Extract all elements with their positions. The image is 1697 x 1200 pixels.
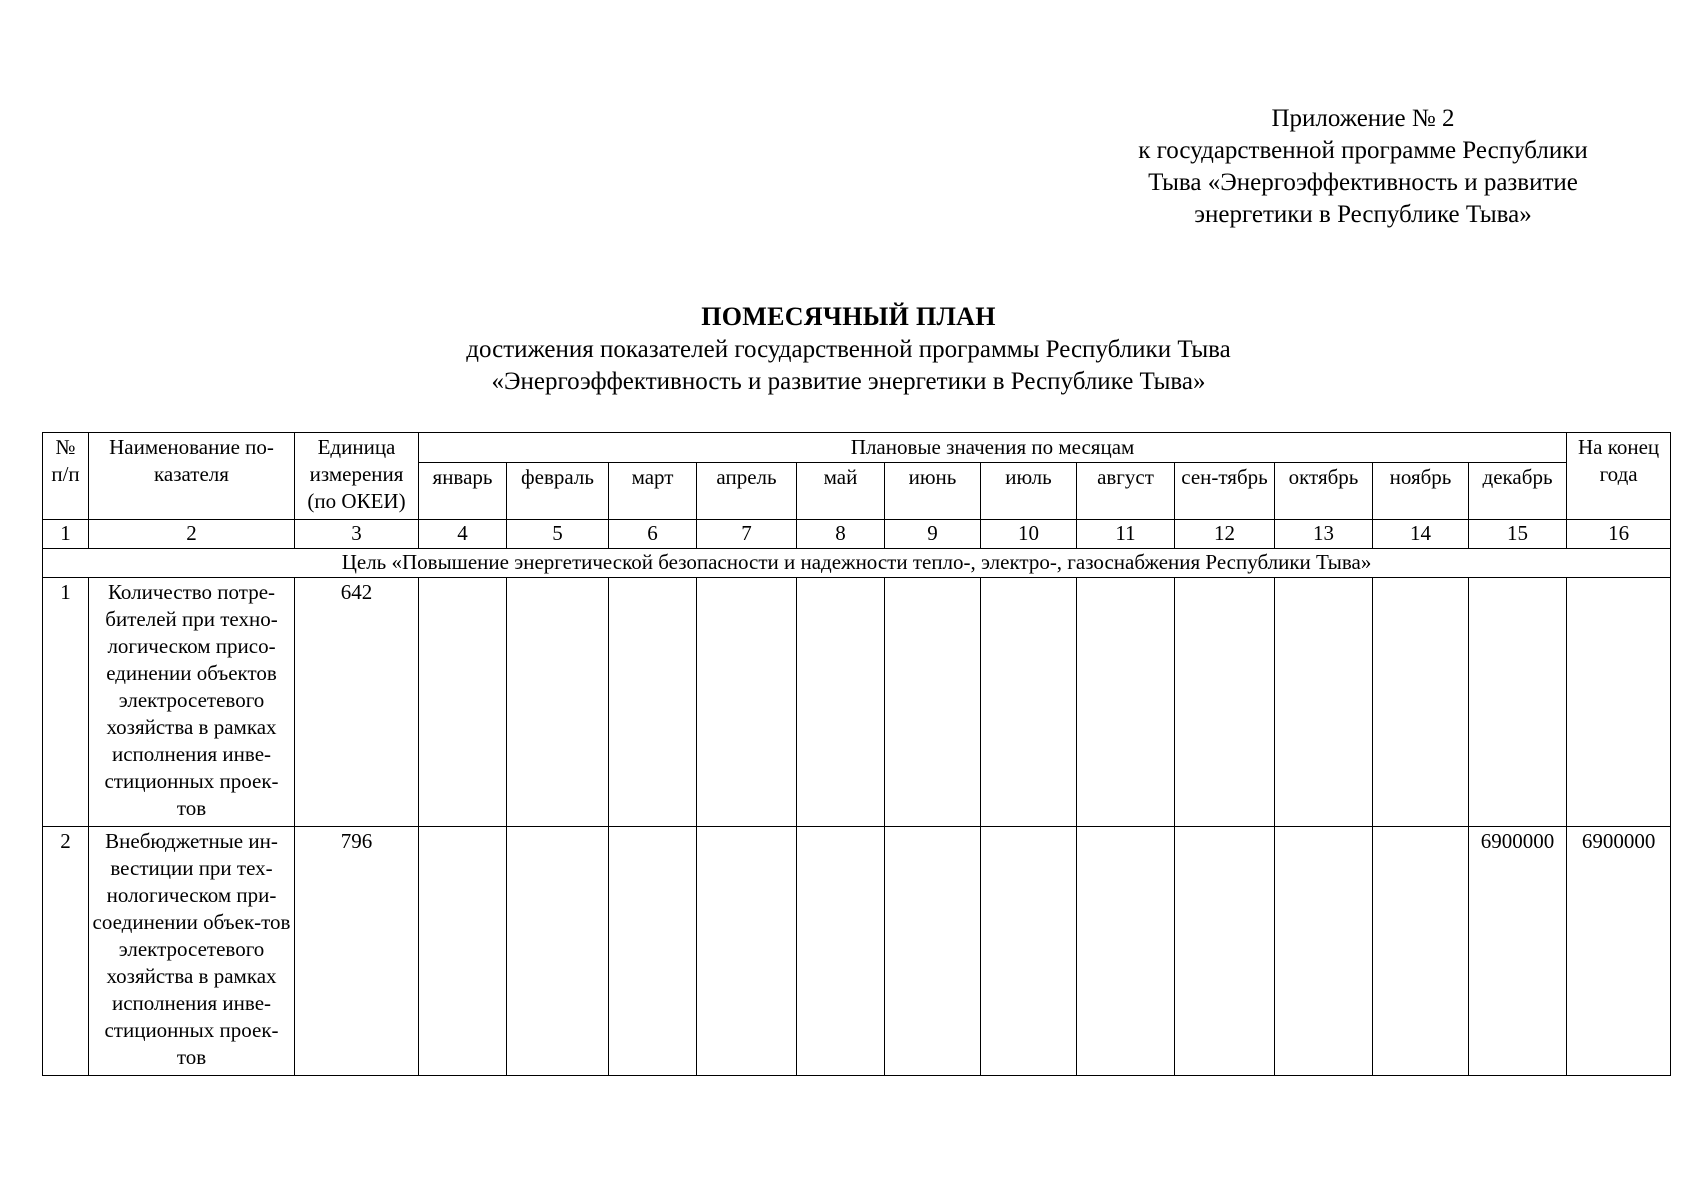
header-planned: Плановые значения по месяцам <box>419 433 1567 463</box>
row-year-end-value <box>1567 578 1671 827</box>
appendix-line: к государственной программе Республики <box>1138 137 1588 164</box>
row-month-value <box>981 578 1077 827</box>
column-number: 4 <box>419 520 507 549</box>
month-header: январь <box>419 463 507 520</box>
appendix-note <box>1078 103 1648 231</box>
document-subtitle: достижения показателей государственной программы Республики Тыва <box>466 336 1231 363</box>
row-unit: 796 <box>295 827 419 1076</box>
row-month-value <box>981 827 1077 1076</box>
row-month-value <box>885 827 981 1076</box>
column-number: 6 <box>609 520 697 549</box>
row-month-value <box>609 578 697 827</box>
month-header: апрель <box>697 463 797 520</box>
month-header: июль <box>981 463 1077 520</box>
column-number: 13 <box>1275 520 1373 549</box>
header-name: Наименование по-казателя <box>89 433 295 520</box>
column-number: 11 <box>1077 520 1175 549</box>
column-number: 9 <box>885 520 981 549</box>
row-month-value <box>797 578 885 827</box>
row-unit: 642 <box>295 578 419 827</box>
column-number: 10 <box>981 520 1077 549</box>
column-number: 14 <box>1373 520 1469 549</box>
row-month-value <box>1373 827 1469 1076</box>
column-number: 3 <box>295 520 419 549</box>
row-month-value <box>697 578 797 827</box>
month-header: октябрь <box>1275 463 1373 520</box>
row-month-value <box>1077 827 1175 1076</box>
column-number: 1 <box>43 520 89 549</box>
month-header: декабрь <box>1469 463 1567 520</box>
row-month-value <box>1077 578 1175 827</box>
column-number-row <box>43 520 1671 549</box>
row-month-value <box>697 827 797 1076</box>
table-row <box>43 578 1671 827</box>
month-header: июнь <box>885 463 981 520</box>
column-number: 5 <box>507 520 609 549</box>
month-header: март <box>609 463 697 520</box>
document-title: ПОМЕСЯЧНЫЙ ПЛАН <box>701 302 996 331</box>
row-month-value <box>419 827 507 1076</box>
row-indicator-name: Количество потре-бителей при техно-логическом присо-единении объектов электросетевого хозяйства в рамках исполнения инве-стиционных проек-тов <box>89 578 295 827</box>
month-header: сен-тябрь <box>1175 463 1275 520</box>
header-num: № п/п <box>43 433 89 520</box>
appendix-line: энергетики в Республике Тыва» <box>1194 201 1532 228</box>
document-subtitle: «Энергоэффективность и развитие энергетики в Республике Тыва» <box>491 368 1206 395</box>
row-indicator-name: Внебюджетные ин-вестиции при тех-нологическом при-соединении объек-тов электросетевого хозяйства в рамках исполнения инве-стиционных проек-тов <box>89 827 295 1076</box>
document-heading <box>0 300 1697 398</box>
row-month-value <box>609 827 697 1076</box>
header-unit: Единица измерения (по ОКЕИ) <box>295 433 419 520</box>
row-month-value <box>1275 578 1373 827</box>
row-year-end-value: 6900000 <box>1567 827 1671 1076</box>
month-header: февраль <box>507 463 609 520</box>
row-month-value <box>797 827 885 1076</box>
column-number: 16 <box>1567 520 1671 549</box>
appendix-line: Тыва «Энергоэффективность и развитие <box>1148 169 1578 196</box>
column-number: 15 <box>1469 520 1567 549</box>
month-header: ноябрь <box>1373 463 1469 520</box>
row-month-value <box>1469 578 1567 827</box>
goal-row <box>43 549 1671 578</box>
appendix-line: Приложение № 2 <box>1271 105 1455 132</box>
column-number: 2 <box>89 520 295 549</box>
column-number: 8 <box>797 520 885 549</box>
row-num: 1 <box>43 578 89 827</box>
column-number: 12 <box>1175 520 1275 549</box>
row-month-value <box>1175 578 1275 827</box>
table-row <box>43 827 1671 1076</box>
month-header: август <box>1077 463 1175 520</box>
row-month-value <box>885 578 981 827</box>
column-number: 7 <box>697 520 797 549</box>
goal-text: Цель «Повышение энергетической безопасности и надежности тепло-, электро-, газоснабжения Республики Тыва» <box>43 549 1671 578</box>
header-year-end: На конец года <box>1567 433 1671 520</box>
header-row <box>43 433 1671 463</box>
month-header: май <box>797 463 885 520</box>
row-month-value <box>1373 578 1469 827</box>
row-month-value <box>419 578 507 827</box>
row-num: 2 <box>43 827 89 1076</box>
row-month-value <box>1275 827 1373 1076</box>
plan-table <box>42 432 1671 1076</box>
row-month-value <box>1175 827 1275 1076</box>
row-month-value <box>507 827 609 1076</box>
row-month-value: 6900000 <box>1469 827 1567 1076</box>
row-month-value <box>507 578 609 827</box>
